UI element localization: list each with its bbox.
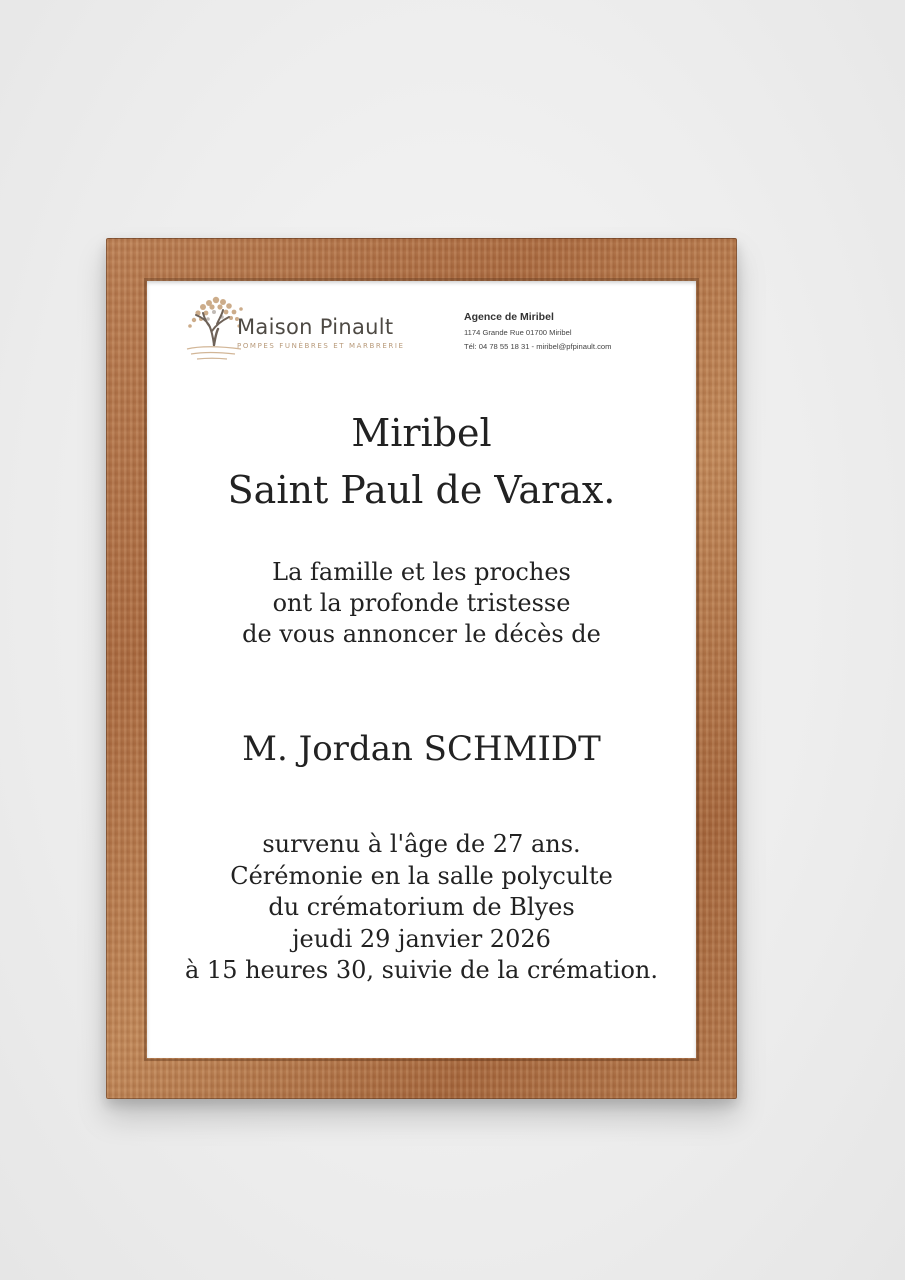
ceremony-details — [147, 829, 696, 987]
wooden-frame — [106, 238, 737, 1099]
logo-name: Maison Pinault — [237, 315, 394, 339]
details-line: jeudi 29 janvier 2026 — [292, 924, 551, 953]
obituary-notice — [147, 281, 696, 1058]
details-line: Cérémonie en la salle polyculte — [230, 861, 613, 890]
agency-address: 1174 Grande Rue 01700 Miribel — [464, 328, 572, 337]
announcement-line: de vous annoncer le décès de — [242, 620, 601, 648]
agency-name: Agence de Miribel — [464, 311, 554, 323]
details-line: du crématorium de Blyes — [268, 893, 575, 921]
maison-pinault-logo — [179, 293, 429, 367]
agency-info — [464, 311, 611, 356]
details-line: survenu à l'âge de 27 ans. — [262, 830, 581, 858]
announcement-line: ont la profonde tristesse — [272, 589, 571, 617]
logo-tagline: POMPES FUNÈBRES ET MARBRERIE — [237, 342, 405, 350]
agency-contact: Tél: 04 78 55 18 31 - miribel@pfpinault.com — [464, 342, 612, 351]
place-line: Saint Paul de Varax. — [227, 468, 616, 512]
details-line: à 15 heures 30, suivie de la crémation. — [184, 956, 658, 984]
deceased-name: M. Jordan SCHMIDT — [242, 729, 601, 769]
place-line: Miribel — [351, 411, 492, 455]
announcement-line: La famille et les proches — [272, 558, 571, 586]
place-heading — [147, 405, 696, 519]
announcement-text — [147, 557, 696, 650]
